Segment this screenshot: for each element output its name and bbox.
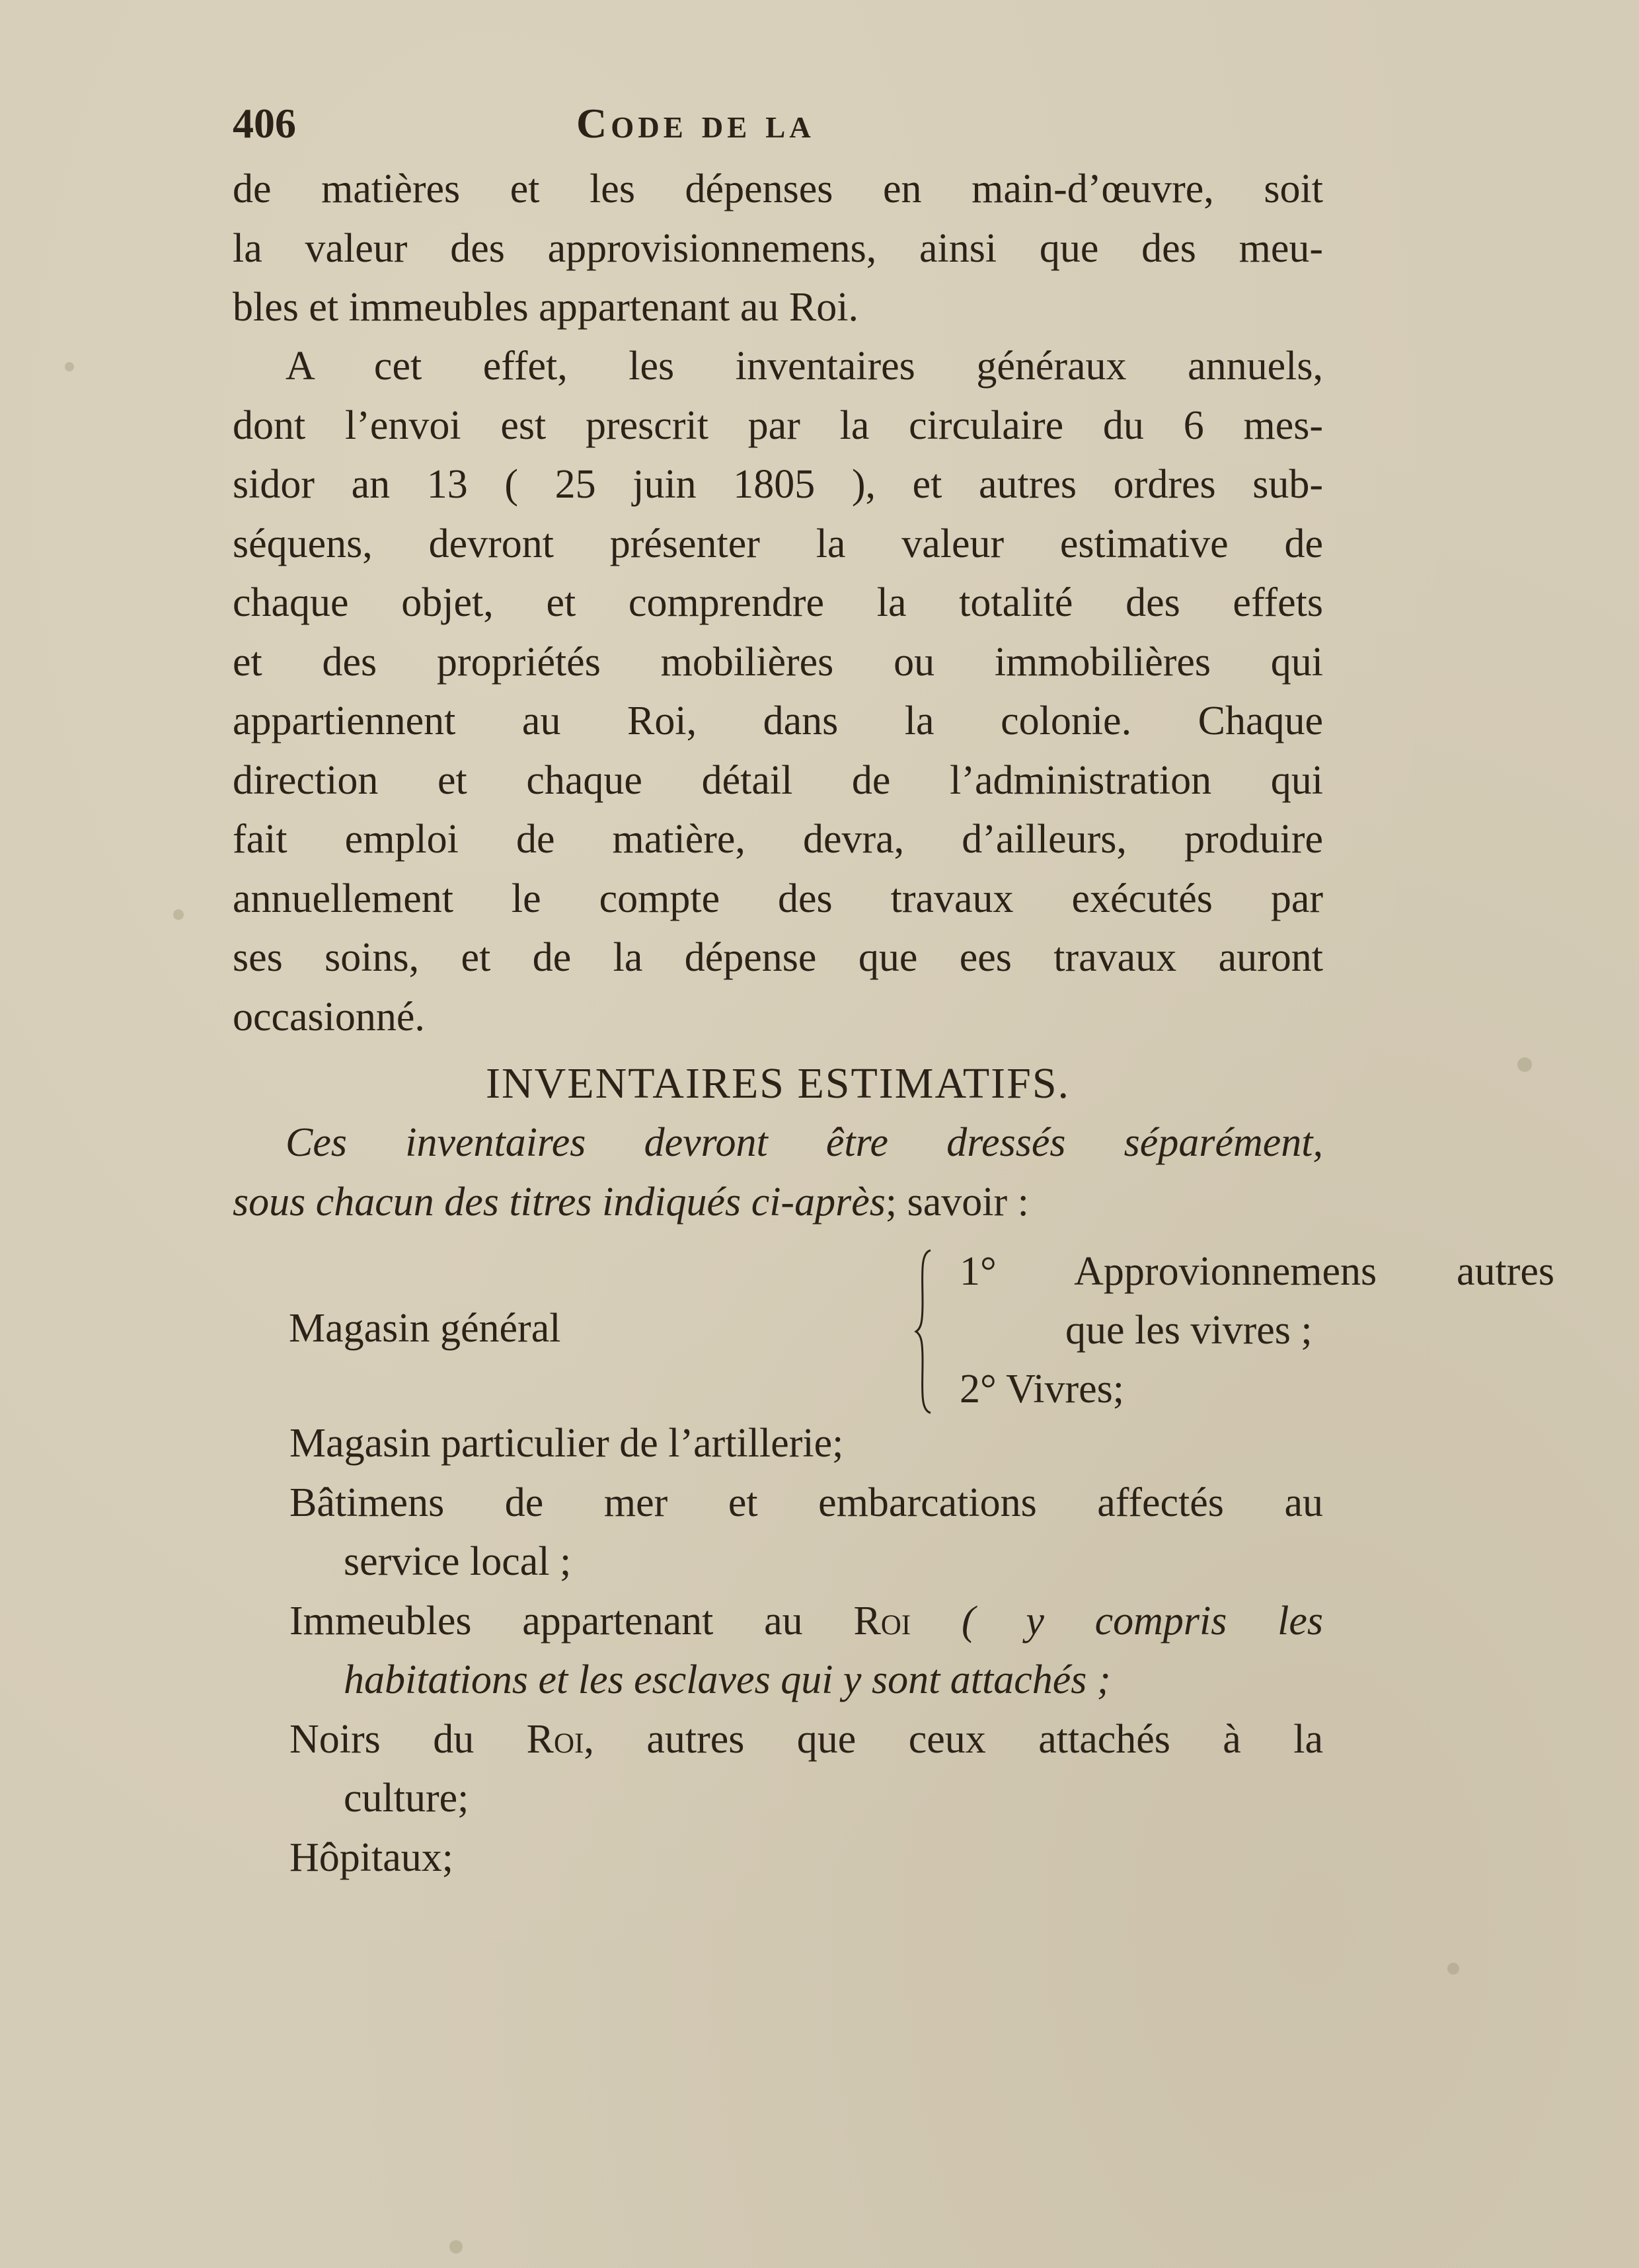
text-line: Magasin particulier de l’artillerie; [289, 1421, 844, 1466]
list-item [289, 1710, 1323, 1829]
text-line: culture; [344, 1776, 469, 1821]
page-header [233, 99, 1323, 159]
roi-smallcaps: Roi [526, 1716, 584, 1762]
intro-roman-part: ; savoir : [885, 1179, 1029, 1225]
page-number: 406 [233, 100, 296, 147]
paper-foxing-spot [1517, 1057, 1532, 1072]
noirs-text-rest: , autres que ceux attachés à la [584, 1716, 1324, 1762]
text-line: occasionné. [233, 994, 425, 1040]
magasin-general-items [960, 1242, 1554, 1419]
text-line: sidor an 13 ( 25 juin 1805 ), et autres ordres sub- [233, 462, 1323, 507]
noirs-text: Noirs du [289, 1716, 475, 1762]
magasin-general-label: Magasin général [289, 1306, 561, 1351]
brace-item: 1° Approvionnemens autres [960, 1249, 1554, 1294]
list-item [289, 1592, 1323, 1710]
text-line: ses soins, et de la dépense que ees travaux auront [233, 935, 1323, 980]
text-line: bles et immeubles appartenant au Roi. [233, 285, 858, 330]
text-line: Bâtimens de mer et embarcations affectés au [289, 1480, 1323, 1525]
paper-foxing-spot [65, 362, 74, 371]
running-head: Code de la [576, 100, 815, 147]
text-line: habitations et les esclaves qui y sont attachés ; [344, 1657, 1111, 1702]
intro-italic-part: sous chacun des titres indiqués ci-après [233, 1179, 886, 1225]
text-line [233, 1173, 1323, 1232]
list-item [289, 1414, 1323, 1474]
inventory-title-list [289, 1414, 1323, 1887]
text-line [289, 1592, 1323, 1651]
text-line: A cet effet, les inventaires généraux annuels, [286, 344, 1323, 389]
intro-paragraph [233, 1114, 1323, 1232]
paragraph-inventaires [233, 337, 1323, 1047]
paragraph-continued [233, 160, 1323, 338]
text-line: la valeur des approvisionnemens, ainsi que des meu- [233, 225, 1323, 271]
roi-smallcaps: Roi [853, 1598, 911, 1644]
curly-brace-icon [913, 1249, 933, 1414]
paper-foxing-spot [449, 2240, 463, 2253]
text-line [289, 1710, 1323, 1770]
section-heading-block [233, 1054, 1323, 1114]
text-line: service local ; [344, 1539, 572, 1584]
immeubles-text: Immeubles appartenant au [289, 1598, 803, 1644]
brace-item: 2° Vivres; [960, 1367, 1124, 1412]
section-heading: INVENTAIRES ESTIMATIFS. [485, 1059, 1071, 1108]
list-item [289, 1474, 1323, 1592]
paper-foxing-spot [1447, 1963, 1459, 1975]
paper-foxing-spot [173, 909, 184, 920]
text-line: chaque objet, et comprendre la totalité des effets [233, 580, 1323, 625]
text-line: appartiennent au Roi, dans la colonie. Chaque [233, 699, 1323, 743]
text-line: fait emploi de matière, devra, d’ailleurs, produire [233, 817, 1323, 862]
text-line: Hôpitaux; [289, 1834, 453, 1880]
text-line: de matières et les dépenses en main-d’œuvre, soit [233, 167, 1323, 211]
text-line: dont l’envoi est prescrit par la circulaire du 6 mes- [233, 402, 1323, 448]
text-line: et des propriétés mobilières ou immobilières qui [233, 639, 1323, 685]
text-line: séquens, devront présenter la valeur estimative de [233, 521, 1323, 566]
magasin-general-group [233, 1242, 1554, 1421]
text-line: Ces inventaires devront être dressés séparément, [286, 1120, 1323, 1165]
text-line: direction et chaque détail de l’administration qui [233, 757, 1323, 803]
immeubles-italic: ( y compris les [961, 1598, 1324, 1644]
text-line: annuellement le compte des travaux exécutés par [233, 876, 1323, 921]
brace-item: que les vivres ; [1065, 1308, 1313, 1353]
list-item [289, 1829, 1323, 1888]
